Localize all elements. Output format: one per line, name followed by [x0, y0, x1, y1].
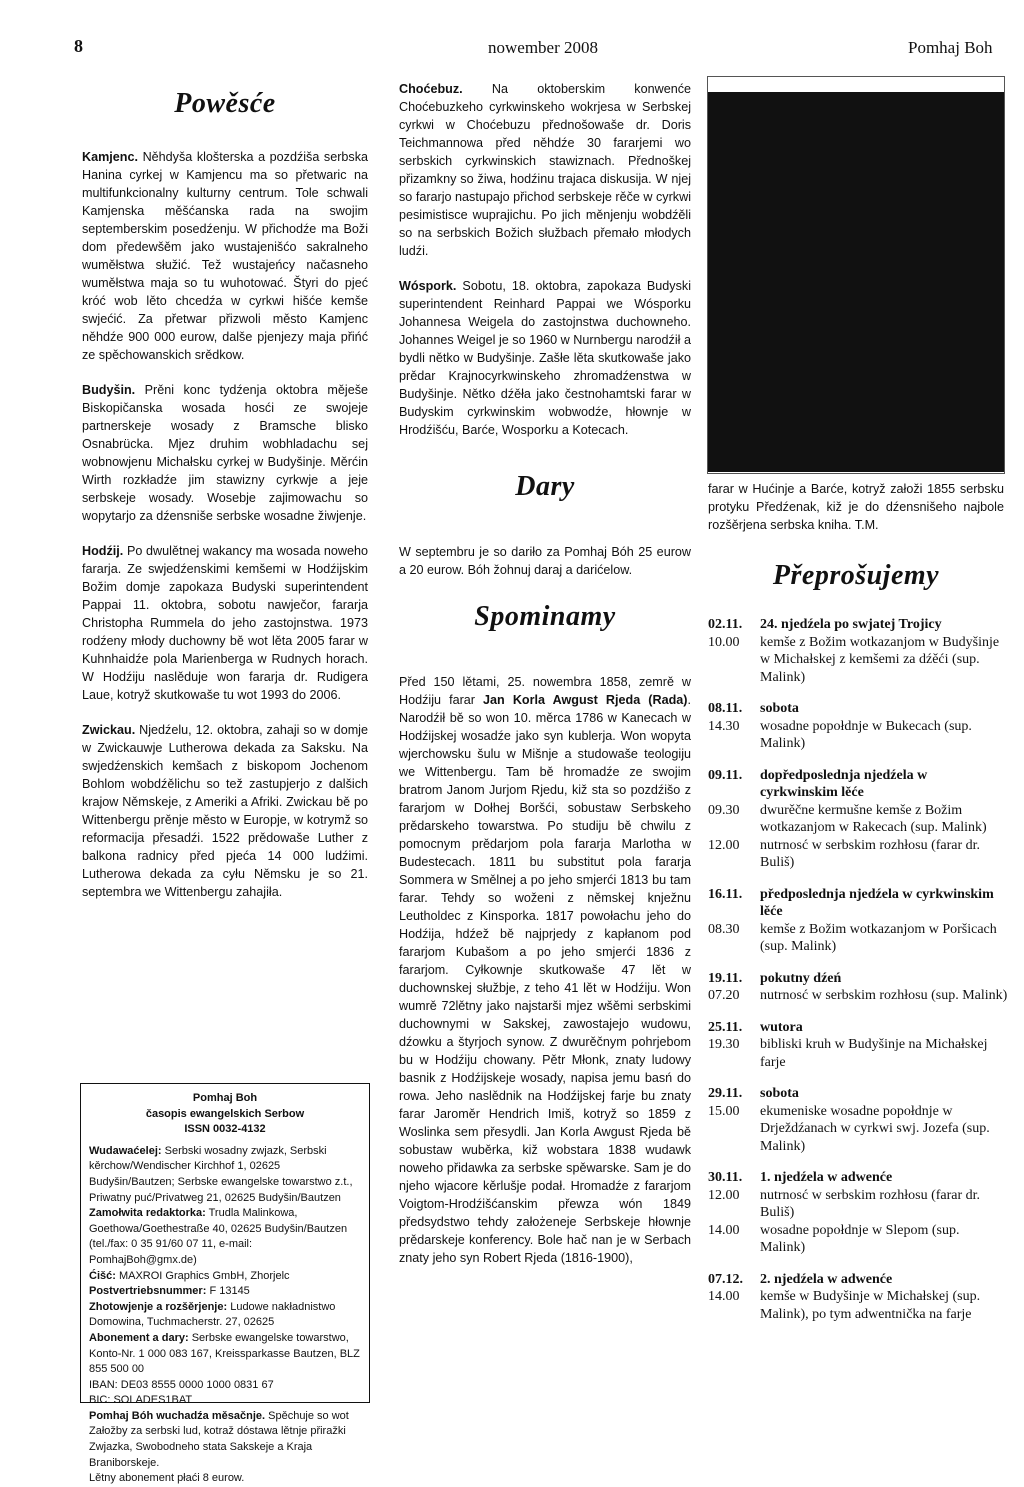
service-entry: 07.20 nutrnosć w serbskim rozhłosu (sup. Malink): [708, 988, 1008, 1003]
service-entry: 08.30 kemše z Božim wotkazanjom w Poršicach (sup. Malink): [708, 921, 997, 954]
news-item-zwickau: [82, 721, 368, 901]
service-entry: 12.00 nutrnosć w serbskim rozhłosu (farar dr. Buliš): [708, 1187, 981, 1220]
imprint-issn: ISSN 0032-4132: [184, 1123, 266, 1136]
service-entry: 12.00 nutrnosć w serbskim rozhłosu (farar dr. Buliš): [708, 837, 981, 870]
service-entry: 19.30 bibliski kruh w Budyšinje na Michałskej farje: [708, 1037, 988, 1070]
memorial-section-title: Spominamy: [474, 601, 616, 632]
news-text: Njedźelu, 12. oktobra, zahaji so w domje w Zwickauwje Lutherowa dekada za Saksku. Na swjedźenskich kemšach z biskopom Jochenom Bohlom wobdźělichu so tež zastupjerjo z dalšich krajow Němskeje, z Ameriki a Afriki. Zwickau bě po Wittenbergu prěnje město w Europje, w kotrymž so reformacija přesadźi. 1522 prědowaše Luther z balkona radnicy před pjeća 14 000 ludźimi. Lutherowa dekada za cyłu Němsku je so 21. septembra we Wittenbergu zahajiła.: [82, 723, 368, 899]
memorial-text: Před 150 lětami, 25. nowembra 1858, zemrě w Hodźiju farar Jan Korla Awgust Rjeda (Rada). Narodźił bě so won 10. měrca 1786 w Kanecach w Hodźijskej wosadźe jako syn kublerja. Won wopyta wjerchowsku šulu w Mišnje a studowaše teologiju we Wittenbergu. Tam bě hromadźe ze swojim bratrom Janom Jurjom Rjedu, kiž sta so pozdźišo z fararjom w Dołhej Boršći, sobustaw Serbskeho prědarskeho towarstwa. Po studiju bě chwilu z pomocnym prědarjom pola fararja Marlotha w Budestecach. 1811 bu substitut pola fararja Sommera w Smělnej a po jeho smjerći 1813 bu tam farar. Tehdy so woženi z němskej knježnu Leutholdec z Kinsporka. 1817 powołachu jeho do Hodźija, hdźež bě najprjedy z kapłanom pod fararjom Kubašom a po jeho smjerći 1836 z fararjom. Cyłkownje skutkowaše 47 lět w duchownskej słužbje, z teho 41 lět w Hodźiju. Won wumrě 72lětny jako najstarši mjez wšěmi serbskimi duchownymi w Sakskej, zawostajejo wudowu, dźowku a štyrjoch synow. Z dwurěčnym pohrjebom bu w Hodźiju chowany. Pětr Młonk, znaty ludowy basnik z Hodźijskeje wosady, napisa jemu basń do rowa. Jeho naslědnik na Hodźijskej farje bu znaty farar Jaroměr Hendrich Imiš, kotryž so 1859 z Woslinka sem přesydli. Jan Korla Awgust Rjeda bě sobustaw wuběrka, kiž wobstara 1838 wudawk noweho přidawka za serbske spěwarske. Sam je do njeho wjacore kěrlušje podał. Hromadźe z fararjom Voigtom-Hrodźišćanskim přewza wón 1849 předsydstwo tehdy założeneje Serbskeje hłownje prědarskeje konferency. Bole hač nan je w Serbach znaty jeho syn Robert Rjeda (1816-1900),: [399, 675, 691, 1265]
service-day: 08.11. sobota: [708, 701, 799, 716]
news-place: Budyšin.: [82, 383, 136, 397]
service-day: 07.12. 2. njedźela w adwenće: [708, 1271, 893, 1287]
imprint-bic: BIC: SOLADES1BAT: [89, 1394, 193, 1407]
news-text: Po dwulětnej wakancy ma wosada noweho fararja. Ze swjedźenskimi kemšemi w Hodźijskim Božim domje zapokaza Budyski superintendent Pappai 11. oktobra, sobotu nawječor, fararja Christopha Rummela do jeho zastojnstwa. 1973 rodźeny młody duchowny bě wot lěta 2005 farar w Kuhnhaidźe pola Marienberga w Rudnych horach. W Hodźiju naslěduje won fararja dr. Rudigera Laue, kotryž skutkowaše tu wot 1993 do 2006.: [82, 544, 369, 702]
news-place: Hodźij.: [82, 544, 124, 558]
imprint-price: Lětny abonement płaći 8 eurow.: [89, 1472, 245, 1485]
invite-section-title: Přeprošujemy: [772, 560, 940, 591]
gifts-section-title: Dary: [515, 471, 575, 502]
service-entry: 14.30 wosadne popołdnje w Bukecach (sup. Malink): [708, 718, 972, 751]
imprint-iban: IBAN: DE03 8555 0000 1000 0831 67: [89, 1378, 274, 1391]
news-place: Wóspork.: [399, 279, 457, 293]
news-item-chocebuz: [399, 80, 691, 260]
page-number: 8: [74, 36, 83, 56]
page-header: [0, 34, 1024, 64]
service-entry: 15.00 ekumeniske wosadne popołdnje w Drježdźanach w cyrkwi swj. Jozefa (sup. Malink): [708, 1103, 990, 1154]
news-text: Něhdyša klošterska a pozdźiša serbska Hanina cyrkej w Kamjencu ma so přetwaric na multifunkcionalny kulturny centrum. Tole schwali Kamjenska měšćanska rada na swojim septemberskim posedźenju. W přichodźe ma Boži dom předewšěm jako wustajenišćo sakralneho wuměłstwa słužić. Tež wustajeńcy načasneho wuměłstwa maja so tu wuhotować. Štyri do pjeć króć wob lěto chcedźa w cyrkwi hišće kemše swjećić. Za přetwar přizwoli město Kamjenc něhdźe 900 000 eurow, dalše pjenjezy maja přińć ze spěchowanskich srědkow.: [82, 150, 368, 362]
service-day: 09.11. dopředposlednja njedźela w cyrkwinskim lěće: [708, 767, 928, 800]
news-item-kamjenc: [82, 148, 368, 364]
service-entry: 14.00 kemše w Budyšinje w Michałskej (sup. Malink), po tym adwentnička na farje: [708, 1289, 981, 1322]
issue-date: nowember 2008: [488, 38, 599, 57]
service-day: 16.11. předposlednja njedźela w cyrkwinskim lěće: [708, 886, 994, 919]
service-entry: 14.00 wosadne popołdnje w Slepom (sup. Malink): [708, 1222, 960, 1255]
news-column-1: [82, 88, 368, 901]
imprint-publisher: Wudawaćelej: Serbski wosadny zwjazk, Serbski kěrchow/Wendischer Kirchhof 1, 02625 Budyšin/Bautzen; Serbske ewangelske towarstwo z.t., Priwatny puć/Privatweg 21, 02625 Budyšin/Bautzen: [89, 1144, 353, 1204]
service-day: 19.11. pokutny dźeń: [708, 970, 842, 986]
service-day: 29.11. sobota: [708, 1086, 799, 1101]
news-place: Choćebuz.: [399, 82, 463, 96]
service-entry: 09.30 dwurěčne kermušne kemše z Božim wotkazanjom w Rakecach (sup. Malink): [708, 802, 987, 835]
news-item-budysin: [82, 381, 368, 525]
service-day: 02.11. 24. njedźela po swjatej Trojicy: [708, 617, 942, 632]
imprint-editor: Zamołwita redaktorka: Trudla Malinkowa, Goethowa/Goethestraße 40, 02625 Budyšin/Bautzen (tel./fax: 0 35 91/60 07 11, e-mail: PomhajBoh@gmx.de): [89, 1207, 348, 1266]
news-place: Kamjenc.: [82, 150, 138, 164]
imprint-print: Ćišć: MAXROI Graphics GmbH, Zhorjelc: [89, 1269, 290, 1282]
news-column-2: [399, 80, 691, 1267]
gifts-text: W septembru je so dariło za Pomhaj Bóh 25 eurow a 20 eurow. Bóh žohnuj daraj a darićelow.: [399, 545, 691, 577]
news-section-title: Powěsće: [174, 88, 276, 119]
news-item-hodzij: [82, 542, 368, 704]
portrait-photo: [708, 92, 1004, 472]
service-entry: 10.00 kemše z Božim wotkazanjom w Budyšinje w Michałskej z kemšemi za dźěći (sup. Malink): [708, 634, 1000, 685]
memorial-name: Jan Korla Awgust Rjeda (Rada): [483, 693, 688, 707]
imprint-box: [80, 1083, 370, 1485]
news-text: Na oktoberskim konwenće Choćebuzkeho cyrkwinskeho wokrjesa w Serbskej cyrkwi w Choćebuzu přednošowaše dr. Doris Teichmannowa před něhdźe 30 fararjemi wo serbskich cyrkwinskich stawiznach. Přednoškej přizamkny so žiwa, hodźinu trajaca diskusija. W njej so fararjo nastupajo přichod serbskeje rěče w cyrkwi pesimistisce wuprajichu. Po jich měnjenju wobdźěli so na serbskich Božich słužbach přemało młodych ludźi.: [399, 82, 692, 258]
news-place: Zwickau.: [82, 723, 136, 737]
service-schedule: [708, 616, 1008, 1323]
imprint-subtitle: časopis ewangelskich Serbow: [145, 1107, 305, 1120]
imprint-production: Zhotowjenje a rozšěrjenje: Ludowe nakładnistwo Domowina, Tuchmacherstr. 27, 02625: [89, 1300, 336, 1329]
news-item-wospork: [399, 277, 691, 439]
imprint-postal: Postvertriebsnummer: F 13145: [89, 1285, 250, 1298]
news-text: Sobotu, 18. oktobra, zapokaza Budyski superintendent Reinhard Pappai we Wósporku Johannesa Weigela do zastojnstwa duchowneho. Johannes Weigel je so 1960 w Nurnbergu narodźił a bydli nětko w Budyšinje. Zašłe lěta skutkowaše jako prědar Krajnocyrkwinskeho zhromadźenstwa w Budyšinje. Nětko dźěła jako čestnohamtski farar w Budyskim cyrkwinskim wobwodźe, hłownje w Hrodźišću, Barće, Wosporku a Kotecach.: [399, 279, 692, 437]
service-day: 30.11. 1. njedźela w adwenće: [708, 1170, 893, 1185]
imprint-title: Pomhaj Boh: [192, 1092, 258, 1104]
news-text: Prěni konc tydźenja oktobra měješe Biskopičanska wosada hosći ze swojeje partnerskeje wosady z Bramsche blisko Osnabrücka. Mjez druhim wobhladachu sej wobnowjenu Michałsku cyrkej w Budyšinje. Měrćin Wirth rozkładźe jim stawizny cyrkwje a jeje serbskeje wosady. Wosebje zajimowachu so wopytarjo za dźensniše serbske wosadne žiwjenje.: [82, 383, 369, 523]
imprint-monthly: Pomhaj Bóh wuchadźa měsačnje. Spěchuje so wot Załožby za serbski lud, kotraž dóstawa lětnje přiražki Zwjazka, Swobodneho stata Sakskeje a Kraja Braniborskeje.: [89, 1409, 349, 1469]
imprint-subscription: Abonement a dary: Serbske ewangelske towarstwo, Konto-Nr. 1 000 083 167, Kreissparkasse Bautzen, BLZ 855 500 00: [89, 1331, 360, 1376]
publication-name: Pomhaj Boh: [908, 38, 993, 57]
service-day: 25.11. wutora: [708, 1019, 803, 1035]
photo-caption: farar w Hućinje a Barće, kotryž załoži 1855 serbsku protyku Předźenak, kiž je do dźensnišeho najbole rozšěrjena serbska kniha. T.M.: [708, 482, 1004, 532]
